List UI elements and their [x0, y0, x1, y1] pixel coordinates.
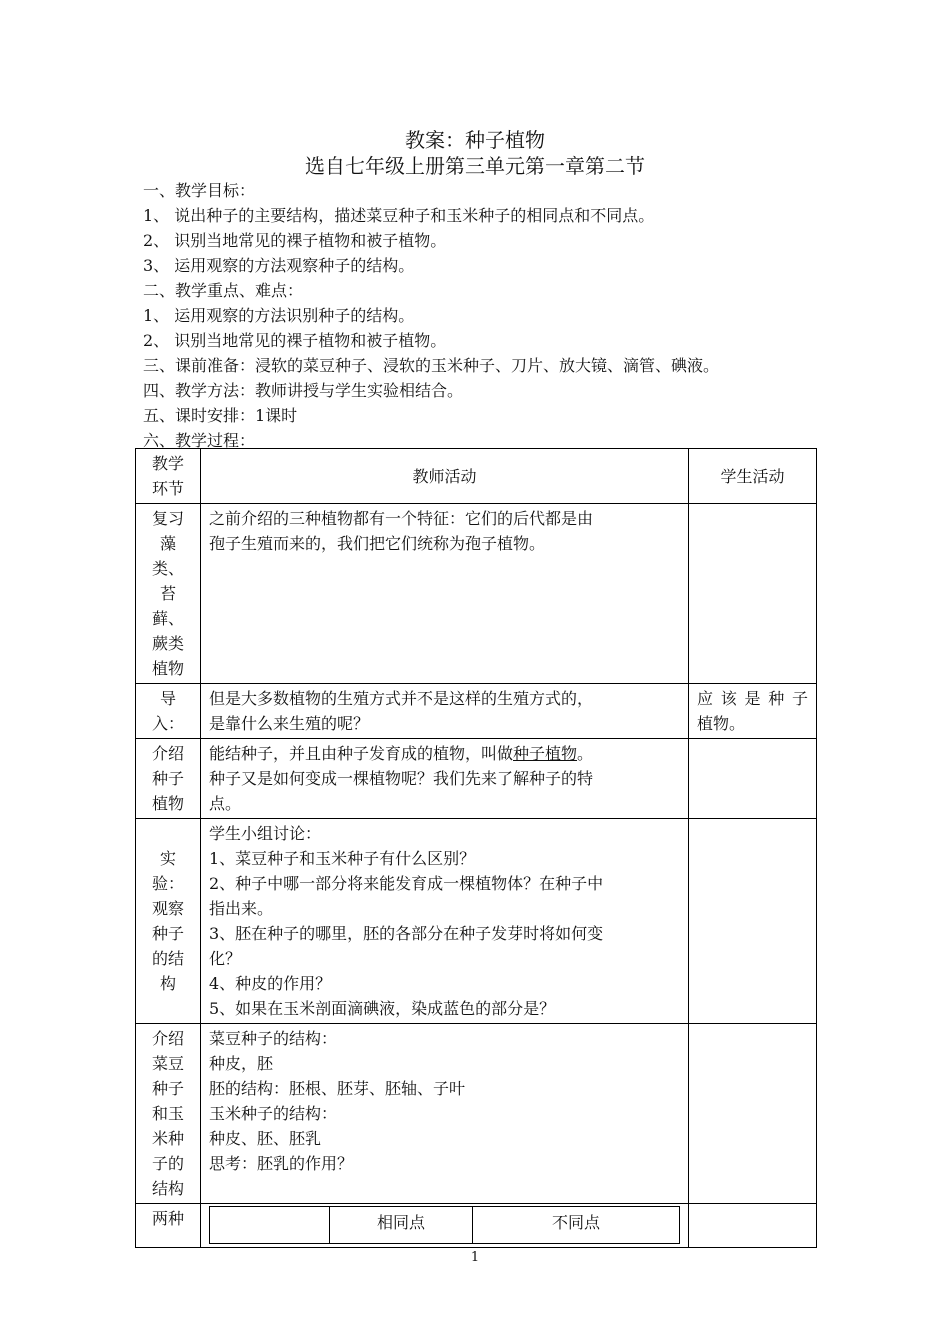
table-row — [136, 1024, 817, 1204]
comparison-same-header: 相同点 — [330, 1207, 473, 1244]
row-teacher-seed-structure: 菜豆种子的结构： 种皮，胚 胚的结构：胚根、胚芽、胚轴、子叶 玉米种子的结构： 种皮、胚、胚乳 思考：胚乳的作用？ — [201, 1024, 689, 1204]
goal-item-2: 2、 识别当地常见的裸子植物和被子植物。 — [143, 231, 447, 250]
header-section: 教学 环节 — [136, 449, 201, 504]
table-row — [136, 819, 817, 1024]
header-student-activity: 学生活动 — [689, 449, 817, 504]
header-teacher-activity: 教师活动 — [201, 449, 689, 504]
row-teacher-intro: 但是大多数植物的生殖方式并不是这样的生殖方式的， 是靠什么来生殖的呢？ — [201, 684, 689, 739]
comparison-blank-cell — [210, 1207, 330, 1244]
section-method: 四、教学方法：教师讲授与学生实验相结合。 — [143, 381, 464, 400]
comparison-diff-header: 不同点 — [473, 1207, 680, 1244]
goal-item-1: 1、 说出种子的主要结构，描述菜豆种子和玉米种子的相同点和不同点。 — [143, 206, 655, 225]
process-table — [135, 448, 817, 1248]
row-section-experiment: 实 验： 观察 种子 的结 构 — [136, 819, 201, 1024]
focus-item-2: 2、 识别当地常见的裸子植物和被子植物。 — [143, 331, 447, 350]
table-row — [136, 1204, 817, 1248]
section-process: 六、教学过程： — [143, 431, 256, 450]
row-section-seed-plants: 介绍 种子 植物 — [136, 739, 201, 819]
focus-item-1: 1、 运用观察的方法识别种子的结构。 — [143, 306, 415, 325]
row-section-review: 复习 藻 类、 苔 藓、 蕨类 植物 — [136, 504, 201, 684]
section-schedule: 五、课时安排：1课时 — [143, 406, 298, 425]
comparison-table — [209, 1206, 680, 1244]
row-student-seed-structure — [689, 1024, 817, 1204]
table-row — [136, 504, 817, 684]
goal-item-3: 3、 运用观察的方法观察种子的结构。 — [143, 256, 415, 275]
row-student-seed-plants — [689, 739, 817, 819]
row-student-comparison — [689, 1204, 817, 1248]
section-preparation: 三、课前准备：浸软的菜豆种子、浸软的玉米种子、刀片、放大镜、滴管、碘液。 — [143, 356, 720, 375]
section-heading-goals: 一、教学目标： — [143, 181, 256, 200]
table-row — [136, 739, 817, 819]
row-student-intro: 应该是种子 植物。 — [689, 684, 817, 739]
row-teacher-review: 之前介绍的三种植物都有一个特征：它们的后代都是由 孢子生殖而来的，我们把它们统称为孢子植物。 — [201, 504, 689, 684]
row-teacher-seed-plants: 能结种子，并且由种子发育成的植物，叫做种子植物。 种子又是如何变成一棵植物呢？我们先来了解种子的特 点。 — [201, 739, 689, 819]
document-title: 教案：种子植物 — [405, 128, 545, 152]
page-number: 1 — [470, 1250, 480, 1265]
row-section-intro: 导 入： — [136, 684, 201, 739]
row-student-experiment — [689, 819, 817, 1024]
row-teacher-comparison — [201, 1204, 689, 1248]
table-header-row — [136, 449, 817, 504]
row-teacher-experiment: 学生小组讨论： 1、菜豆种子和玉米种子有什么区别？ 2、种子中哪一部分将来能发育成一棵植物体？在种子中 指出来。 3、胚在种子的哪里，胚的各部分在种子发芽时将如何变 化？ 4、种皮的作用？ 5、如果在玉米剖面滴碘液，染成蓝色的部分是？ — [201, 819, 689, 1024]
table-row — [136, 684, 817, 739]
row-section-seed-structure: 介绍 菜豆 种子 和玉 米种 子的 结构 — [136, 1024, 201, 1204]
row-student-review — [689, 504, 817, 684]
row-section-comparison: 两种 — [136, 1204, 201, 1248]
underlined-term: 种子植物 — [513, 744, 578, 763]
section-heading-focus: 二、教学重点、难点： — [143, 281, 304, 300]
document-subtitle: 选自七年级上册第三单元第一章第二节 — [305, 154, 645, 178]
